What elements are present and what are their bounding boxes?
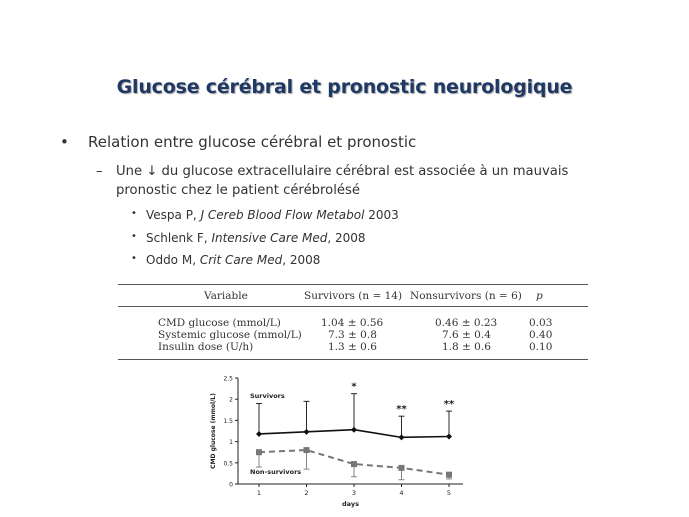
bullet-level1-text: Relation entre glucose cérébral et pronostic bbox=[88, 133, 417, 151]
bullet-dot-icon: • bbox=[131, 231, 137, 242]
x-tick-label: 3 bbox=[351, 489, 357, 497]
significance-marker: ** bbox=[396, 404, 407, 416]
survivors-point bbox=[256, 431, 262, 437]
table-header-nonsurvivors: Nonsurvivors (n = 6) bbox=[410, 290, 522, 302]
table-cell: 1.8 ± 0.6 bbox=[442, 341, 491, 353]
table-header-p: p bbox=[536, 290, 543, 302]
table-cell: 1.3 ± 0.6 bbox=[328, 341, 377, 353]
non-survivors-point bbox=[351, 461, 357, 467]
reference-journal: J Cereb Blood Flow Metabol bbox=[200, 208, 365, 222]
reference-text bbox=[146, 231, 366, 245]
reference-year: , 2008 bbox=[282, 253, 321, 267]
y-tick-label: 1.5 bbox=[223, 417, 233, 425]
survivors-point bbox=[351, 427, 357, 433]
significance-marker: ** bbox=[443, 399, 455, 411]
y-tick-label: 2.5 bbox=[223, 375, 233, 383]
y-tick-label: 1 bbox=[229, 439, 233, 447]
x-tick-label: 4 bbox=[399, 489, 404, 497]
survivors-point bbox=[399, 434, 405, 440]
table-cell: 7.6 ± 0.4 bbox=[442, 329, 491, 341]
significance-marker: * bbox=[351, 381, 357, 393]
survivors-point bbox=[446, 434, 452, 440]
reference-author: Oddo M, bbox=[146, 253, 200, 267]
x-tick-label: 2 bbox=[304, 489, 309, 497]
non-survivors-point bbox=[446, 472, 452, 478]
reference-text bbox=[146, 253, 320, 267]
reference-journal: Crit Care Med bbox=[199, 253, 283, 267]
table-cell: 0.10 bbox=[529, 341, 553, 353]
table-cell: 0.40 bbox=[529, 329, 553, 341]
table-header-survivors: Survivors (n = 14) bbox=[304, 290, 403, 302]
reference-author: Schlenk F, bbox=[146, 231, 212, 245]
reference-journal: Intensive Care Med bbox=[211, 231, 328, 245]
bullet-dot-icon: • bbox=[60, 133, 69, 151]
bullet-dot-icon: • bbox=[131, 208, 137, 219]
bullet-dash: – bbox=[96, 164, 103, 179]
table-cell: 0.46 ± 0.23 bbox=[435, 317, 498, 329]
table-cell: CMD glucose (mmol/L) bbox=[158, 317, 281, 329]
bullet-dot-icon: • bbox=[131, 253, 137, 264]
reference-year: , 2008 bbox=[327, 231, 366, 245]
series-label-survivors: Survivors bbox=[250, 392, 285, 400]
y-tick-label: 2 bbox=[229, 396, 233, 404]
slide-title: Glucose cérébral et pronostic neurologique bbox=[116, 76, 573, 98]
series-label-non-survivors: Non-survivors bbox=[250, 468, 302, 476]
table-cell: 1.04 ± 0.56 bbox=[321, 317, 384, 329]
survivors-point bbox=[304, 429, 310, 435]
y-tick-label: 0.5 bbox=[223, 460, 233, 468]
table-cell: Insulin dose (U/h) bbox=[158, 341, 254, 353]
table-rule bbox=[118, 306, 588, 307]
reference-year: 2003 bbox=[364, 208, 399, 222]
y-tick-label: 0 bbox=[229, 481, 233, 489]
table-header-variable: Variable bbox=[204, 290, 248, 302]
reference-author: Vespa P, bbox=[146, 208, 201, 222]
table-rule bbox=[118, 284, 588, 285]
glucose-line-chart bbox=[200, 368, 480, 514]
bullet-level2-text: Une ↓ du glucose extracellulaire cérébral est associée à un mauvais pronostic chez le patient cérébrolésé bbox=[116, 164, 569, 198]
table-cell: 0.03 bbox=[529, 317, 553, 329]
x-tick-label: 1 bbox=[256, 489, 262, 497]
x-tick-label: 5 bbox=[446, 489, 452, 497]
table-cell: Systemic glucose (mmol/L) bbox=[158, 329, 302, 341]
y-axis-label: CMD glucose (mmol/L) bbox=[210, 393, 217, 469]
non-survivors-point bbox=[256, 449, 262, 455]
non-survivors-point bbox=[304, 447, 310, 453]
non-survivors-point bbox=[399, 465, 405, 471]
x-axis-label: days bbox=[342, 500, 359, 508]
reference-text bbox=[146, 208, 399, 222]
table-rule bbox=[118, 359, 588, 360]
table-cell: 7.3 ± 0.8 bbox=[328, 329, 377, 341]
